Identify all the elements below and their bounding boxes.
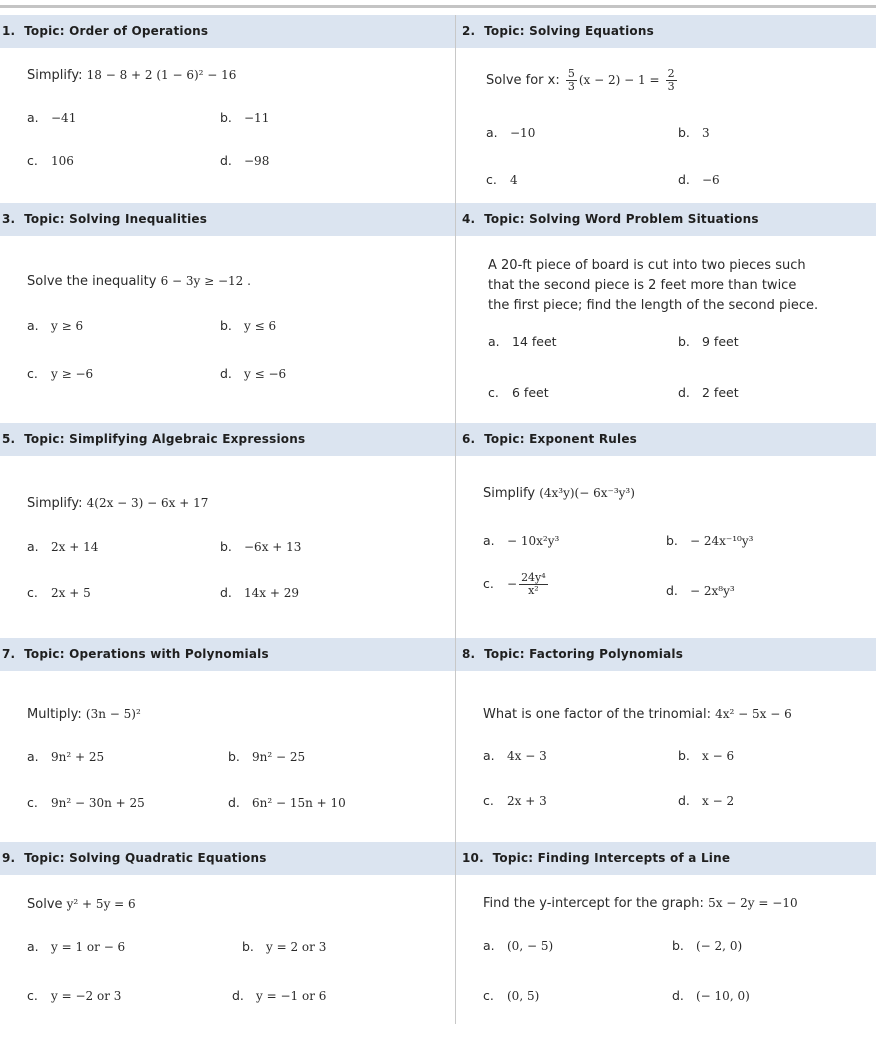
- option-text: 106: [51, 154, 74, 168]
- fraction: [666, 68, 677, 93]
- option-text: −6x + 13: [244, 540, 302, 554]
- problem-4-prompt: [488, 256, 818, 316]
- option-key: a.: [27, 749, 39, 764]
- option-key: d.: [678, 385, 690, 400]
- problem-1-header: [2, 24, 208, 38]
- text: 2: [667, 67, 675, 80]
- option-key: b.: [678, 748, 690, 763]
- problem-2-option-b: [678, 125, 710, 140]
- problem-2: [456, 48, 876, 203]
- option-key: b.: [220, 318, 232, 333]
- text: A 20-ft piece of board is cut into two pieces such: [488, 258, 806, 273]
- option-text: y = −1 or 6: [256, 989, 327, 1003]
- text: Topic: Finding Intercepts of a Line: [492, 851, 731, 865]
- problem-9-option-c: [27, 988, 121, 1003]
- option-key: b.: [678, 334, 690, 349]
- text: 4x² − 5x − 6: [715, 707, 792, 721]
- option-text: 6n² − 15n + 10: [252, 796, 346, 810]
- option-key: a.: [27, 110, 39, 125]
- column-divider: [455, 15, 456, 1024]
- option-text: (0, 5): [507, 989, 540, 1003]
- problem-8: [456, 671, 876, 842]
- text: Multiply:: [27, 707, 82, 722]
- text: 5.: [2, 432, 16, 446]
- problem-7-prompt: [27, 707, 141, 722]
- option-key: d.: [678, 793, 690, 808]
- option-text: 2 feet: [702, 385, 739, 400]
- option-text: 2x + 3: [507, 794, 547, 808]
- option-text: y ≥ −6: [51, 367, 94, 381]
- problem-8-option-b: [678, 748, 734, 763]
- option-key: d.: [678, 172, 690, 187]
- problem-3-option-a: [27, 318, 83, 333]
- problem-9-option-d: [232, 988, 326, 1003]
- option-text: 4x − 3: [507, 749, 547, 763]
- problem-row-4: [0, 671, 876, 842]
- problem-5: [0, 456, 455, 638]
- option-key: a.: [488, 334, 500, 349]
- problem-8-header: [462, 647, 683, 661]
- text: 6.: [462, 432, 476, 446]
- text: Simplify: [483, 486, 536, 501]
- option-text: 9 feet: [702, 334, 739, 349]
- problem-10-option-a: [483, 938, 553, 953]
- text: 3: [667, 80, 675, 93]
- topic-header-row-3: [0, 423, 876, 456]
- text: Simplify:: [27, 496, 83, 511]
- worksheet-grid: [0, 15, 876, 1039]
- text: 5: [567, 67, 575, 80]
- problem-row-2: [0, 236, 876, 423]
- text: Topic: Solving Equations: [484, 24, 654, 38]
- text: 4(2x − 3) − 6x + 17: [86, 496, 209, 510]
- option-text: 6 feet: [512, 385, 549, 400]
- problem-6-prompt: [483, 486, 635, 501]
- problem-2-option-a: [486, 125, 535, 140]
- fraction: [566, 68, 577, 93]
- problem-1-prompt: [27, 68, 236, 83]
- option-text: 14x + 29: [244, 586, 299, 600]
- top-rule: [0, 0, 876, 8]
- problem-7-option-b: [228, 749, 305, 764]
- problem-3-option-c: [27, 366, 93, 381]
- problem-1-option-a: [27, 110, 76, 125]
- text: Topic: Exponent Rules: [484, 432, 637, 446]
- text: (4x³y)(− 6x⁻³y³): [539, 486, 635, 500]
- option-text: x − 2: [702, 794, 735, 808]
- problem-6-option-b: [666, 533, 753, 548]
- text: Topic: Factoring Polynomials: [484, 647, 684, 661]
- option-key: b.: [672, 938, 684, 953]
- option-key: b.: [242, 939, 254, 954]
- option-text: −10: [510, 126, 536, 140]
- problem-8-option-d: [678, 793, 734, 808]
- option-key: b.: [228, 749, 240, 764]
- topic-header-row-2: [0, 203, 876, 236]
- option-key: c.: [486, 172, 497, 187]
- option-text: 9n² − 25: [252, 750, 306, 764]
- text: 18 − 8 + 2 (1 − 6)² − 16: [86, 68, 237, 82]
- option-key: b.: [678, 125, 690, 140]
- topic-header-row-1: [0, 15, 876, 48]
- text: Solve the inequality: [27, 274, 157, 289]
- topic-header-row-4: [0, 638, 876, 671]
- problem-8-prompt: [483, 707, 792, 722]
- option-key: a.: [483, 938, 495, 953]
- problem-6-option-c: [483, 572, 550, 597]
- problem-10-option-d: [672, 988, 750, 1003]
- problem-7: [0, 671, 455, 842]
- problem-row-1: [0, 48, 876, 203]
- problem-3-option-b: [220, 318, 276, 333]
- problem-3-prompt: [27, 274, 251, 289]
- option-text: −11: [244, 111, 270, 125]
- text: Solve for x:: [486, 73, 560, 88]
- option-key: a.: [27, 539, 39, 554]
- problem-5-option-d: [220, 585, 299, 600]
- option-text: x²: [528, 584, 539, 597]
- option-text: x − 6: [702, 749, 735, 763]
- text: 9.: [2, 851, 16, 865]
- problem-2-header: [462, 24, 654, 38]
- option-text: −98: [244, 154, 270, 168]
- problem-9-prompt: [27, 897, 136, 912]
- option-key: d.: [672, 988, 684, 1003]
- option-key: a.: [483, 748, 495, 763]
- problem-4-option-b: [678, 334, 739, 349]
- option-key: c.: [483, 988, 494, 1003]
- option-key: d.: [232, 988, 244, 1003]
- option-key: a.: [27, 318, 39, 333]
- problem-4-header: [462, 212, 759, 226]
- option-key: b.: [220, 110, 232, 125]
- problem-10-prompt: [483, 896, 798, 911]
- text: What is one factor of the trinomial:: [483, 707, 711, 722]
- option-text: (− 2, 0): [696, 939, 743, 953]
- option-key: d.: [666, 583, 678, 598]
- option-text: 4: [510, 173, 518, 187]
- text: 5x − 2y = −10: [708, 896, 798, 910]
- problem-5-option-a: [27, 539, 98, 554]
- option-key: a.: [483, 533, 495, 548]
- option-text: (0, − 5): [507, 939, 554, 953]
- problem-2-option-c: [486, 172, 518, 187]
- option-text: 2x + 5: [51, 586, 91, 600]
- problem-6-header: [462, 432, 637, 446]
- problem-1: [0, 48, 455, 203]
- option-key: a.: [27, 939, 39, 954]
- option-key: c.: [483, 576, 494, 591]
- option-key: c.: [27, 153, 38, 168]
- problem-4-option-d: [678, 385, 739, 400]
- problem-7-option-c: [27, 795, 145, 810]
- text: Topic: Simplifying Algebraic Expressions: [24, 432, 306, 446]
- option-text: y = 1 or − 6: [51, 940, 126, 954]
- option-text: y = −2 or 3: [51, 989, 122, 1003]
- text: (x − 2) − 1 =: [578, 73, 660, 87]
- text: (3n − 5)²: [85, 707, 141, 721]
- problem-4: [456, 236, 876, 423]
- problem-5-option-b: [220, 539, 301, 554]
- problem-3-option-d: [220, 366, 286, 381]
- text: Find the y-intercept for the graph:: [483, 896, 704, 911]
- option-text: −6: [702, 173, 720, 187]
- problem-9-header: [2, 851, 267, 865]
- problem-row-3: [0, 456, 876, 638]
- option-key: c.: [27, 988, 38, 1003]
- option-key: d.: [228, 795, 240, 810]
- fraction: [519, 572, 548, 597]
- text: 10.: [462, 851, 484, 865]
- problem-6-option-a: [483, 533, 559, 548]
- problem-10-header: [462, 851, 730, 865]
- problem-9-option-b: [242, 939, 326, 954]
- text: 1.: [2, 24, 16, 38]
- option-text: 3: [702, 126, 710, 140]
- text: 4.: [462, 212, 476, 226]
- problem-3-header: [2, 212, 207, 226]
- problem-1-option-b: [220, 110, 269, 125]
- option-text: y ≤ 6: [244, 319, 277, 333]
- problem-10-option-c: [483, 988, 539, 1003]
- problem-7-option-a: [27, 749, 104, 764]
- text: 3: [567, 80, 575, 93]
- problem-1-option-c: [27, 153, 74, 168]
- option-text: 2x + 14: [51, 540, 99, 554]
- text: Topic: Order of Operations: [24, 24, 209, 38]
- problem-4-option-a: [488, 334, 557, 349]
- problem-7-header: [2, 647, 269, 661]
- text: 3.: [2, 212, 16, 226]
- text: that the second piece is 2 feet more than twice: [488, 278, 797, 293]
- option-text: y ≤ −6: [244, 367, 287, 381]
- option-text: −: [507, 577, 518, 591]
- option-text: − 24x⁻¹⁰y³: [690, 534, 754, 548]
- option-text: 9n² + 25: [51, 750, 105, 764]
- option-key: c.: [483, 793, 494, 808]
- text: 2.: [462, 24, 476, 38]
- text: y² + 5y = 6: [66, 897, 136, 911]
- problem-8-option-c: [483, 793, 547, 808]
- text: Topic: Solving Quadratic Equations: [24, 851, 267, 865]
- option-text: (− 10, 0): [696, 989, 750, 1003]
- option-key: d.: [220, 153, 232, 168]
- option-key: c.: [27, 366, 38, 381]
- option-text: 24y⁴: [521, 571, 546, 584]
- option-text: y = 2 or 3: [266, 940, 327, 954]
- problem-1-option-d: [220, 153, 269, 168]
- text: 7.: [2, 647, 16, 661]
- problem-5-header: [2, 432, 305, 446]
- problem-row-5: [0, 875, 876, 1039]
- option-text: 9n² − 30n + 25: [51, 796, 145, 810]
- text: Solve: [27, 897, 63, 912]
- problem-3: [0, 236, 455, 423]
- option-key: a.: [486, 125, 498, 140]
- option-text: y ≥ 6: [51, 319, 84, 333]
- option-text: − 2x⁸y³: [690, 584, 735, 598]
- option-key: c.: [27, 585, 38, 600]
- problem-10: [456, 875, 876, 1039]
- text: Topic: Operations with Polynomials: [24, 647, 269, 661]
- problem-5-prompt: [27, 496, 208, 511]
- problem-4-option-c: [488, 385, 549, 400]
- option-text: 14 feet: [512, 334, 557, 349]
- option-text: −41: [51, 111, 77, 125]
- topic-header-row-5: [0, 842, 876, 875]
- option-key: b.: [220, 539, 232, 554]
- option-text: − 10x²y³: [507, 534, 560, 548]
- problem-6-option-d: [666, 583, 735, 598]
- text: 6 − 3y ≥ −12 .: [160, 274, 251, 288]
- option-key: d.: [220, 585, 232, 600]
- problem-5-option-c: [27, 585, 91, 600]
- option-key: b.: [666, 533, 678, 548]
- text: Topic: Solving Word Problem Situations: [484, 212, 759, 226]
- text: Simplify:: [27, 68, 83, 83]
- option-key: c.: [488, 385, 499, 400]
- problem-9: [0, 875, 455, 1039]
- problem-9-option-a: [27, 939, 125, 954]
- option-key: c.: [27, 795, 38, 810]
- problem-7-option-d: [228, 795, 346, 810]
- text: the first piece; find the length of the second piece.: [488, 298, 819, 313]
- problem-2-option-d: [678, 172, 720, 187]
- problem-6: [456, 456, 876, 638]
- text: Topic: Solving Inequalities: [24, 212, 208, 226]
- text: 8.: [462, 647, 476, 661]
- problem-2-prompt: [486, 68, 679, 93]
- option-key: d.: [220, 366, 232, 381]
- problem-10-option-b: [672, 938, 742, 953]
- problem-8-option-a: [483, 748, 547, 763]
